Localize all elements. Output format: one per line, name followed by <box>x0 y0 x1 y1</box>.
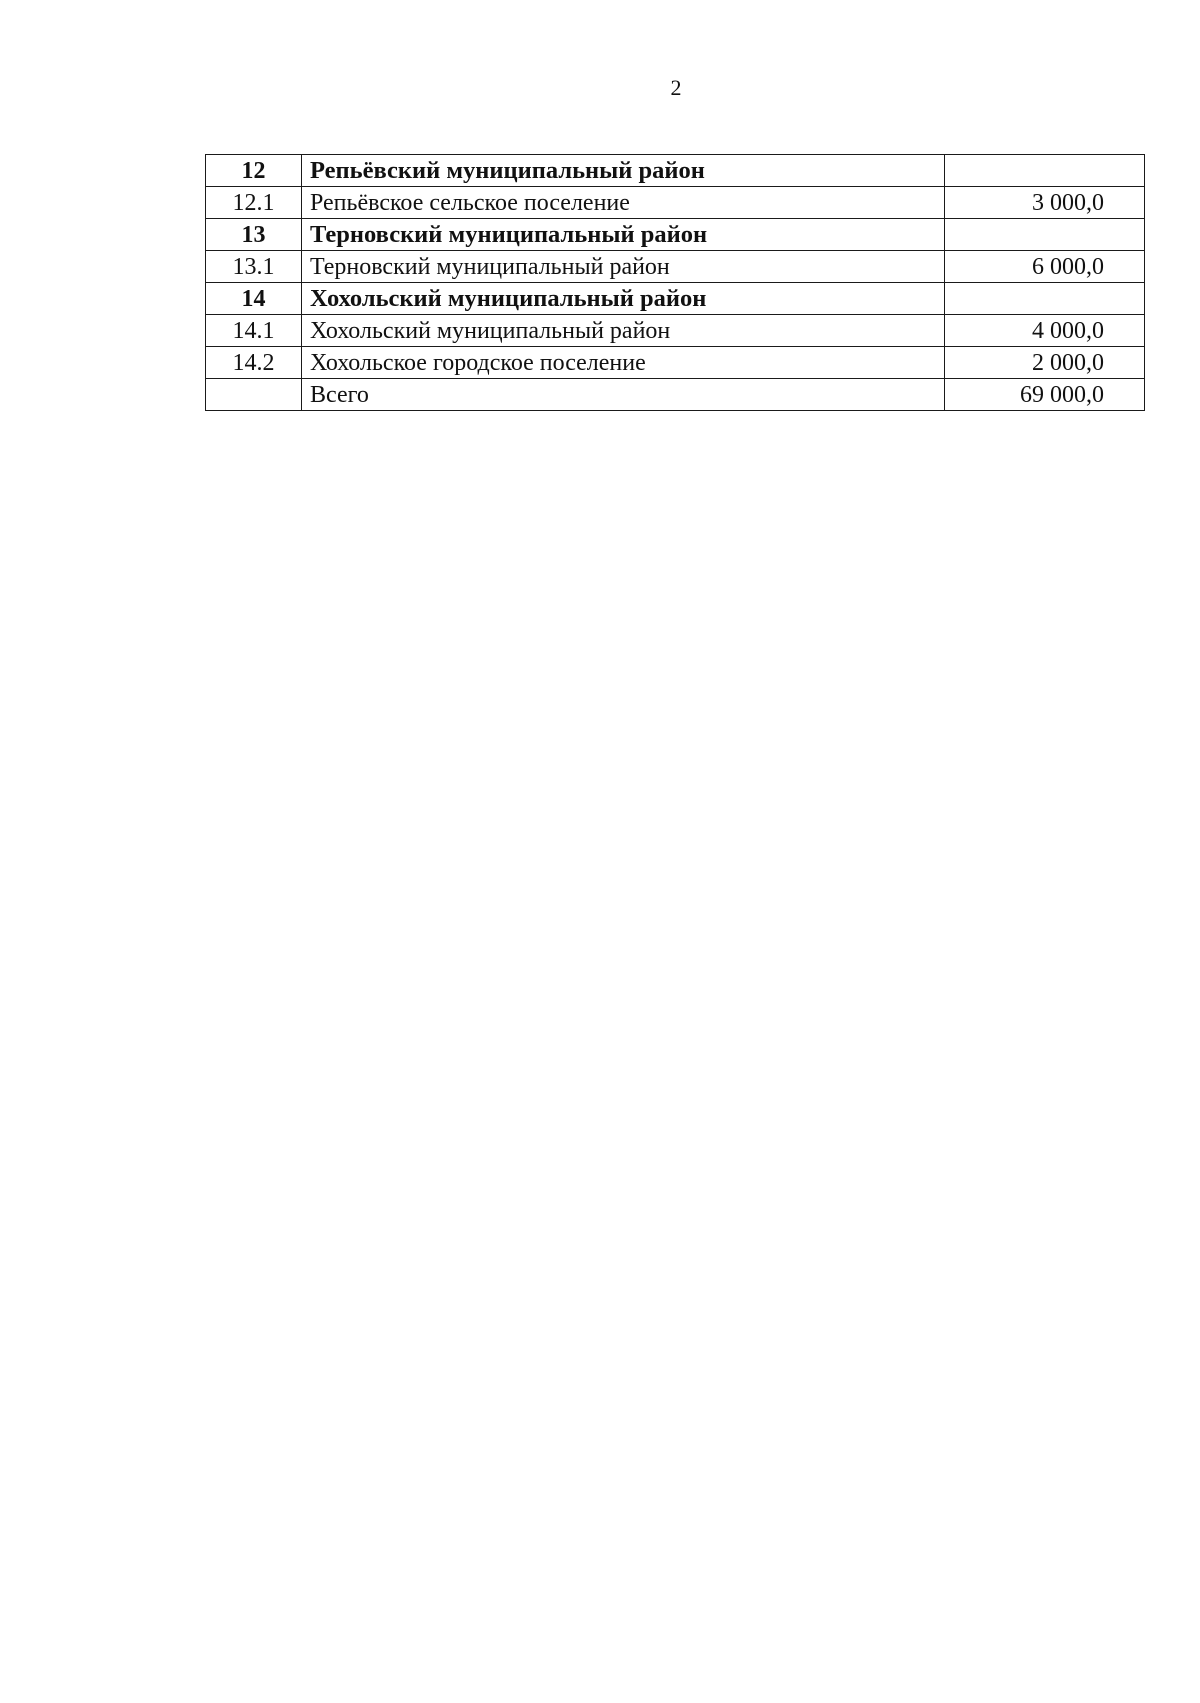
row-value <box>945 283 1145 315</box>
table-row-district <box>206 155 1145 187</box>
row-number: 12.1 <box>206 187 302 219</box>
row-value: 4 000,0 <box>945 315 1145 347</box>
table-row <box>206 187 1145 219</box>
page-number: 2 <box>670 75 682 100</box>
row-number: 13.1 <box>206 251 302 283</box>
row-name: Хохольский муниципальный район <box>302 315 945 347</box>
row-value <box>945 219 1145 251</box>
table-row-district <box>206 283 1145 315</box>
row-name: Всего <box>302 379 945 411</box>
row-number: 12 <box>206 155 302 187</box>
table-row-district <box>206 219 1145 251</box>
table-row <box>206 315 1145 347</box>
row-name: Репьёвское сельское поселение <box>302 187 945 219</box>
row-name: Терновский муниципальный район <box>302 251 945 283</box>
row-number: 14.2 <box>206 347 302 379</box>
row-number: 14.1 <box>206 315 302 347</box>
row-value <box>945 155 1145 187</box>
row-name: Хохольский муниципальный район <box>302 283 945 315</box>
row-number: 13 <box>206 219 302 251</box>
row-name: Репьёвский муниципальный район <box>302 155 945 187</box>
allocation-table <box>205 154 1145 411</box>
table-row-total <box>206 379 1145 411</box>
row-number <box>206 379 302 411</box>
table-row <box>206 251 1145 283</box>
row-value: 69 000,0 <box>945 379 1145 411</box>
row-number: 14 <box>206 283 302 315</box>
row-name: Хохольское городское поселение <box>302 347 945 379</box>
row-name: Терновский муниципальный район <box>302 219 945 251</box>
row-value: 2 000,0 <box>945 347 1145 379</box>
row-value: 3 000,0 <box>945 187 1145 219</box>
table-row <box>206 347 1145 379</box>
row-value: 6 000,0 <box>945 251 1145 283</box>
